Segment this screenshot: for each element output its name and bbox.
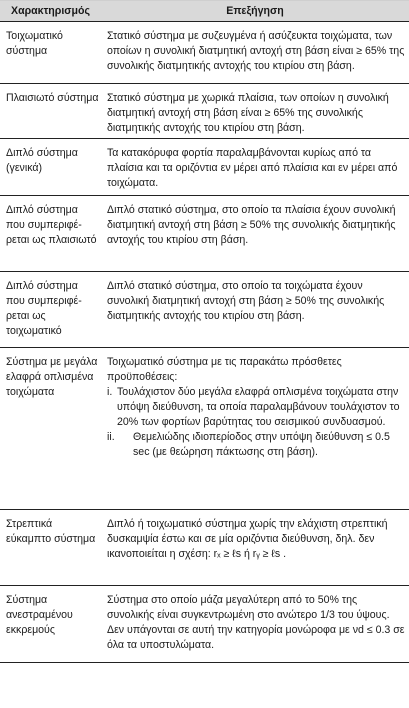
table-row [0, 22, 409, 84]
term-cell: Σύστημα ανεστραμένου εκκρεμούς [0, 586, 101, 663]
explanation-cell: Σύστημα στο οποίο μάζα μεγαλύτερη από το 50% της συνολικής είναι συγκεντρωμένη στο ανώτερο 1/3 του ύψους. Δεν υπάγονται σε αυτή την κατηγορία μονώροφα με νd ≤ 0.3 σε όλα τα υποστυλώματα. [101, 586, 409, 663]
explanation-cell: Διπλό ή τοιχωματικό σύστημα χωρίς την ελάχιστη στρεπτική δυσκαμψία έστω και σε μία οριζόντια διεύθυνση, δηλ. δεν ικανοποιείται η σχέση: rₓ ≥ ℓs ή rᵧ ≥ ℓs . [101, 510, 409, 586]
header-row [0, 1, 409, 22]
header-explanation: Επεξήγηση [101, 1, 409, 22]
term-cell: Τοιχωματικό σύστημα [0, 22, 101, 84]
header-term: Χαρακτηρισμός [0, 1, 101, 22]
term-cell: Διπλό σύστημα που συμπεριφέ-ρεται ως τοιχωματικό [0, 272, 101, 348]
table-body [0, 22, 409, 663]
explanation-cell: Τα κατακόρυφα φορτία παραλαμβάνονται κυρίως από τα πλαίσια και τα οριζόντια εν μέρει από πλαίσια και εν μέρει από τοιχώματα. [101, 139, 409, 196]
condition-text: Θεμελιώδης ιδιοπερίοδος στην υπόψη διεύθυνση ≤ 0.5 sec (με θεώρηση πάκτωσης στη βάση). [133, 431, 390, 458]
explanation-cell: Διπλό στατικό σύστημα, στο οποίο τα τοιχώματα έχουν συνολική διατμητική αντοχή στη βάση ≥ 50% της συνολικής διατμητικής αντοχής του κτιρίου στη βάση. [101, 272, 409, 348]
term-cell: Διπλό σύστημα (γενικά) [0, 139, 101, 196]
explanation-intro: Τοιχωματικό σύστημα με τις παρακάτω πρόσθετες προϋποθέσεις: [107, 356, 342, 383]
table-row [0, 510, 409, 586]
table-row [0, 348, 409, 510]
condition-item [107, 385, 405, 430]
explanation-cell: Στατικό σύστημα με χωρικά πλαίσια, των οποίων η συνολική διατμητική αντοχή στη βάση είναι ≥ 65% της συνολικής διατμητικής αντοχής του κτιρίου στη βάση. [101, 84, 409, 139]
table-row [0, 139, 409, 196]
table-row [0, 272, 409, 348]
table-row [0, 84, 409, 139]
condition-text: Τουλάχιστον δύο μεγάλα ελαφρά οπλισμένα τοιχώματα στην υπόψη διεύθυνση, τα οποία παραλαμβάνουν τουλάχιστον το 20% των φορτίων βαρύτητας του σεισμικού συνδυασμού. [117, 386, 400, 428]
term-cell: Πλαισιωτό σύστημα [0, 84, 101, 139]
term-cell: Στρεπτικά εύκαμπτο σύστημα [0, 510, 101, 586]
table-row [0, 586, 409, 663]
explanation-cell: Στατικό σύστημα με συζευγμένα ή ασύζευκτα τοιχώματα, των οποίων η συνολική διατμητική αντοχή στη βάση είναι ≥ 65% της συνολικής διατμητικής αντοχής του κτιρίου στη βάση. [101, 22, 409, 84]
term-cell: Διπλό σύστημα που συμπεριφέ-ρεται ως πλαισιωτό [0, 196, 101, 272]
condition-marker: ii. [107, 431, 115, 443]
explanation-cell [101, 348, 409, 510]
condition-marker: i. [107, 386, 113, 398]
table-header [0, 1, 409, 22]
condition-item [107, 430, 405, 460]
table-row [0, 196, 409, 272]
conditions-list [107, 385, 405, 460]
term-cell: Σύστημα με μεγάλα ελαφρά οπλισμένα τοιχώματα [0, 348, 101, 510]
explanation-cell: Διπλό στατικό σύστημα, στο οποίο τα πλαίσια έχουν συνολική διατμητική αντοχή στη βάση ≥ 50% της συνολικής διατμητικής αντοχής του κτιρίου στη βάση. [101, 196, 409, 272]
